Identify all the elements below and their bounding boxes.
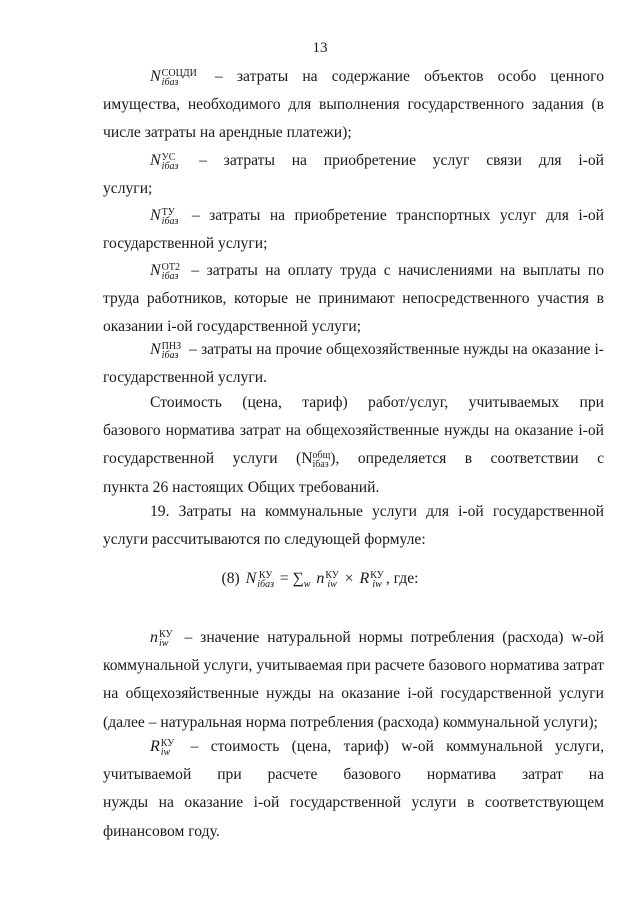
paragraph-19 xyxy=(103,498,604,554)
definition-line: труда работников, которые не принимают непосредственного участия в xyxy=(103,290,604,308)
definition-line: учитываемой при расчете базового норматива затрат на xyxy=(103,766,604,784)
definition-r-ku xyxy=(103,733,604,846)
paragraph-line: государственной услуги (N общ iбаз ), определяется в соответствии с xyxy=(103,445,604,473)
symbol-n-pnz: N ПНЗ iбаз xyxy=(150,341,182,361)
definition-line: N ТУ iбаз – затраты на приобретение транспортных услуг для i-ой xyxy=(103,202,604,230)
formula-number: (8) xyxy=(221,570,240,587)
definition-tu xyxy=(103,202,604,258)
paragraph-line: 19. Затраты на коммунальные услуги для i-ой государственной xyxy=(150,503,604,520)
symbol-small-n-ku: n КУ iw xyxy=(316,570,339,590)
symbol-n-us: N УС iбаз xyxy=(150,152,179,172)
formula-equals: = xyxy=(279,570,289,587)
definition-line: n КУ iw – значение натуральной нормы потребления (расхода) w-ой xyxy=(103,624,604,652)
paragraph-line: базового норматива затрат на общехозяйственные нужды на оказание i-ой xyxy=(103,422,604,440)
definition-line: N ОТ2 iбаз – затраты на оплату труда с начислениями на выплаты по xyxy=(103,257,604,285)
symbol-small-n-ku-def: n КУ iw xyxy=(150,629,173,649)
paragraph-line: услуги рассчитываются по следующей формуле: xyxy=(103,531,426,549)
definition-line: государственной услуги. xyxy=(103,369,267,387)
definition-line: на общехозяйственные нужды на оказание i-ой государственной услуги xyxy=(103,685,604,703)
symbol-r-ku-def: R КУ iw xyxy=(150,738,175,758)
definition-line: (далее – натуральная норма потребления (расхода) коммунальной услуги); xyxy=(103,713,598,731)
definition-us xyxy=(103,147,604,203)
definition-line: N ПНЗ iбаз – затраты на прочие общехозяйственные нужды на оказание i- xyxy=(103,336,604,364)
paragraph-cost xyxy=(103,389,604,502)
definition-socdi xyxy=(103,63,604,148)
paragraph-line: Стоимость (цена, тариф) работ/услуг, учитываемых при xyxy=(150,394,604,411)
page-number: 13 xyxy=(312,40,328,56)
definition-line: коммунальной услуги, учитываемая при расчете базового норматива затрат xyxy=(103,657,604,675)
sum-sign: $\sum_w$ xyxy=(292,570,311,591)
definition-line: N СОЦДИ iбаз – затраты на содержание объектов особо ценного xyxy=(103,63,604,91)
definition-line: R КУ iw – стоимость (цена, тариф) w-ой коммунальной услуги, xyxy=(103,733,604,761)
definition-line: нужды на оказание i-ой государственной услуги в соответствующем xyxy=(103,794,604,812)
definition-line: услуги; xyxy=(103,180,153,198)
definition-n-ku xyxy=(103,624,604,737)
definition-line: финансовом году. xyxy=(103,822,220,840)
symbol-n-socdi: N СОЦДИ iбаз xyxy=(150,68,197,88)
symbol-n-ot2: N ОТ2 iбаз xyxy=(150,262,181,282)
definition-pnz xyxy=(103,336,604,392)
definition-line: государственной услуги; xyxy=(103,235,268,253)
symbol-n-obshch: N общ iбаз xyxy=(301,450,331,471)
formula-times: × xyxy=(344,570,354,587)
paragraph-line: пункта 26 настоящих Общих требований. xyxy=(103,478,380,496)
formula-tail: , где: xyxy=(385,570,419,587)
symbol-n-tu: N ТУ iбаз xyxy=(150,207,179,227)
symbol-r-ku: R КУ iw xyxy=(359,570,384,590)
definition-line: числе затраты на арендные платежи); xyxy=(103,124,352,142)
definition-line: оказании i-ой государственной услуги; xyxy=(103,318,362,336)
formula-8 xyxy=(0,570,640,590)
definition-ot2 xyxy=(103,257,604,342)
symbol-n-ku: N КУ iбаз xyxy=(245,570,275,590)
definition-line: N УС iбаз – затраты на приобретение услуг связи для i-ой xyxy=(103,147,604,175)
definition-line: имущества, необходимого для выполнения государственного задания (в xyxy=(103,96,604,114)
